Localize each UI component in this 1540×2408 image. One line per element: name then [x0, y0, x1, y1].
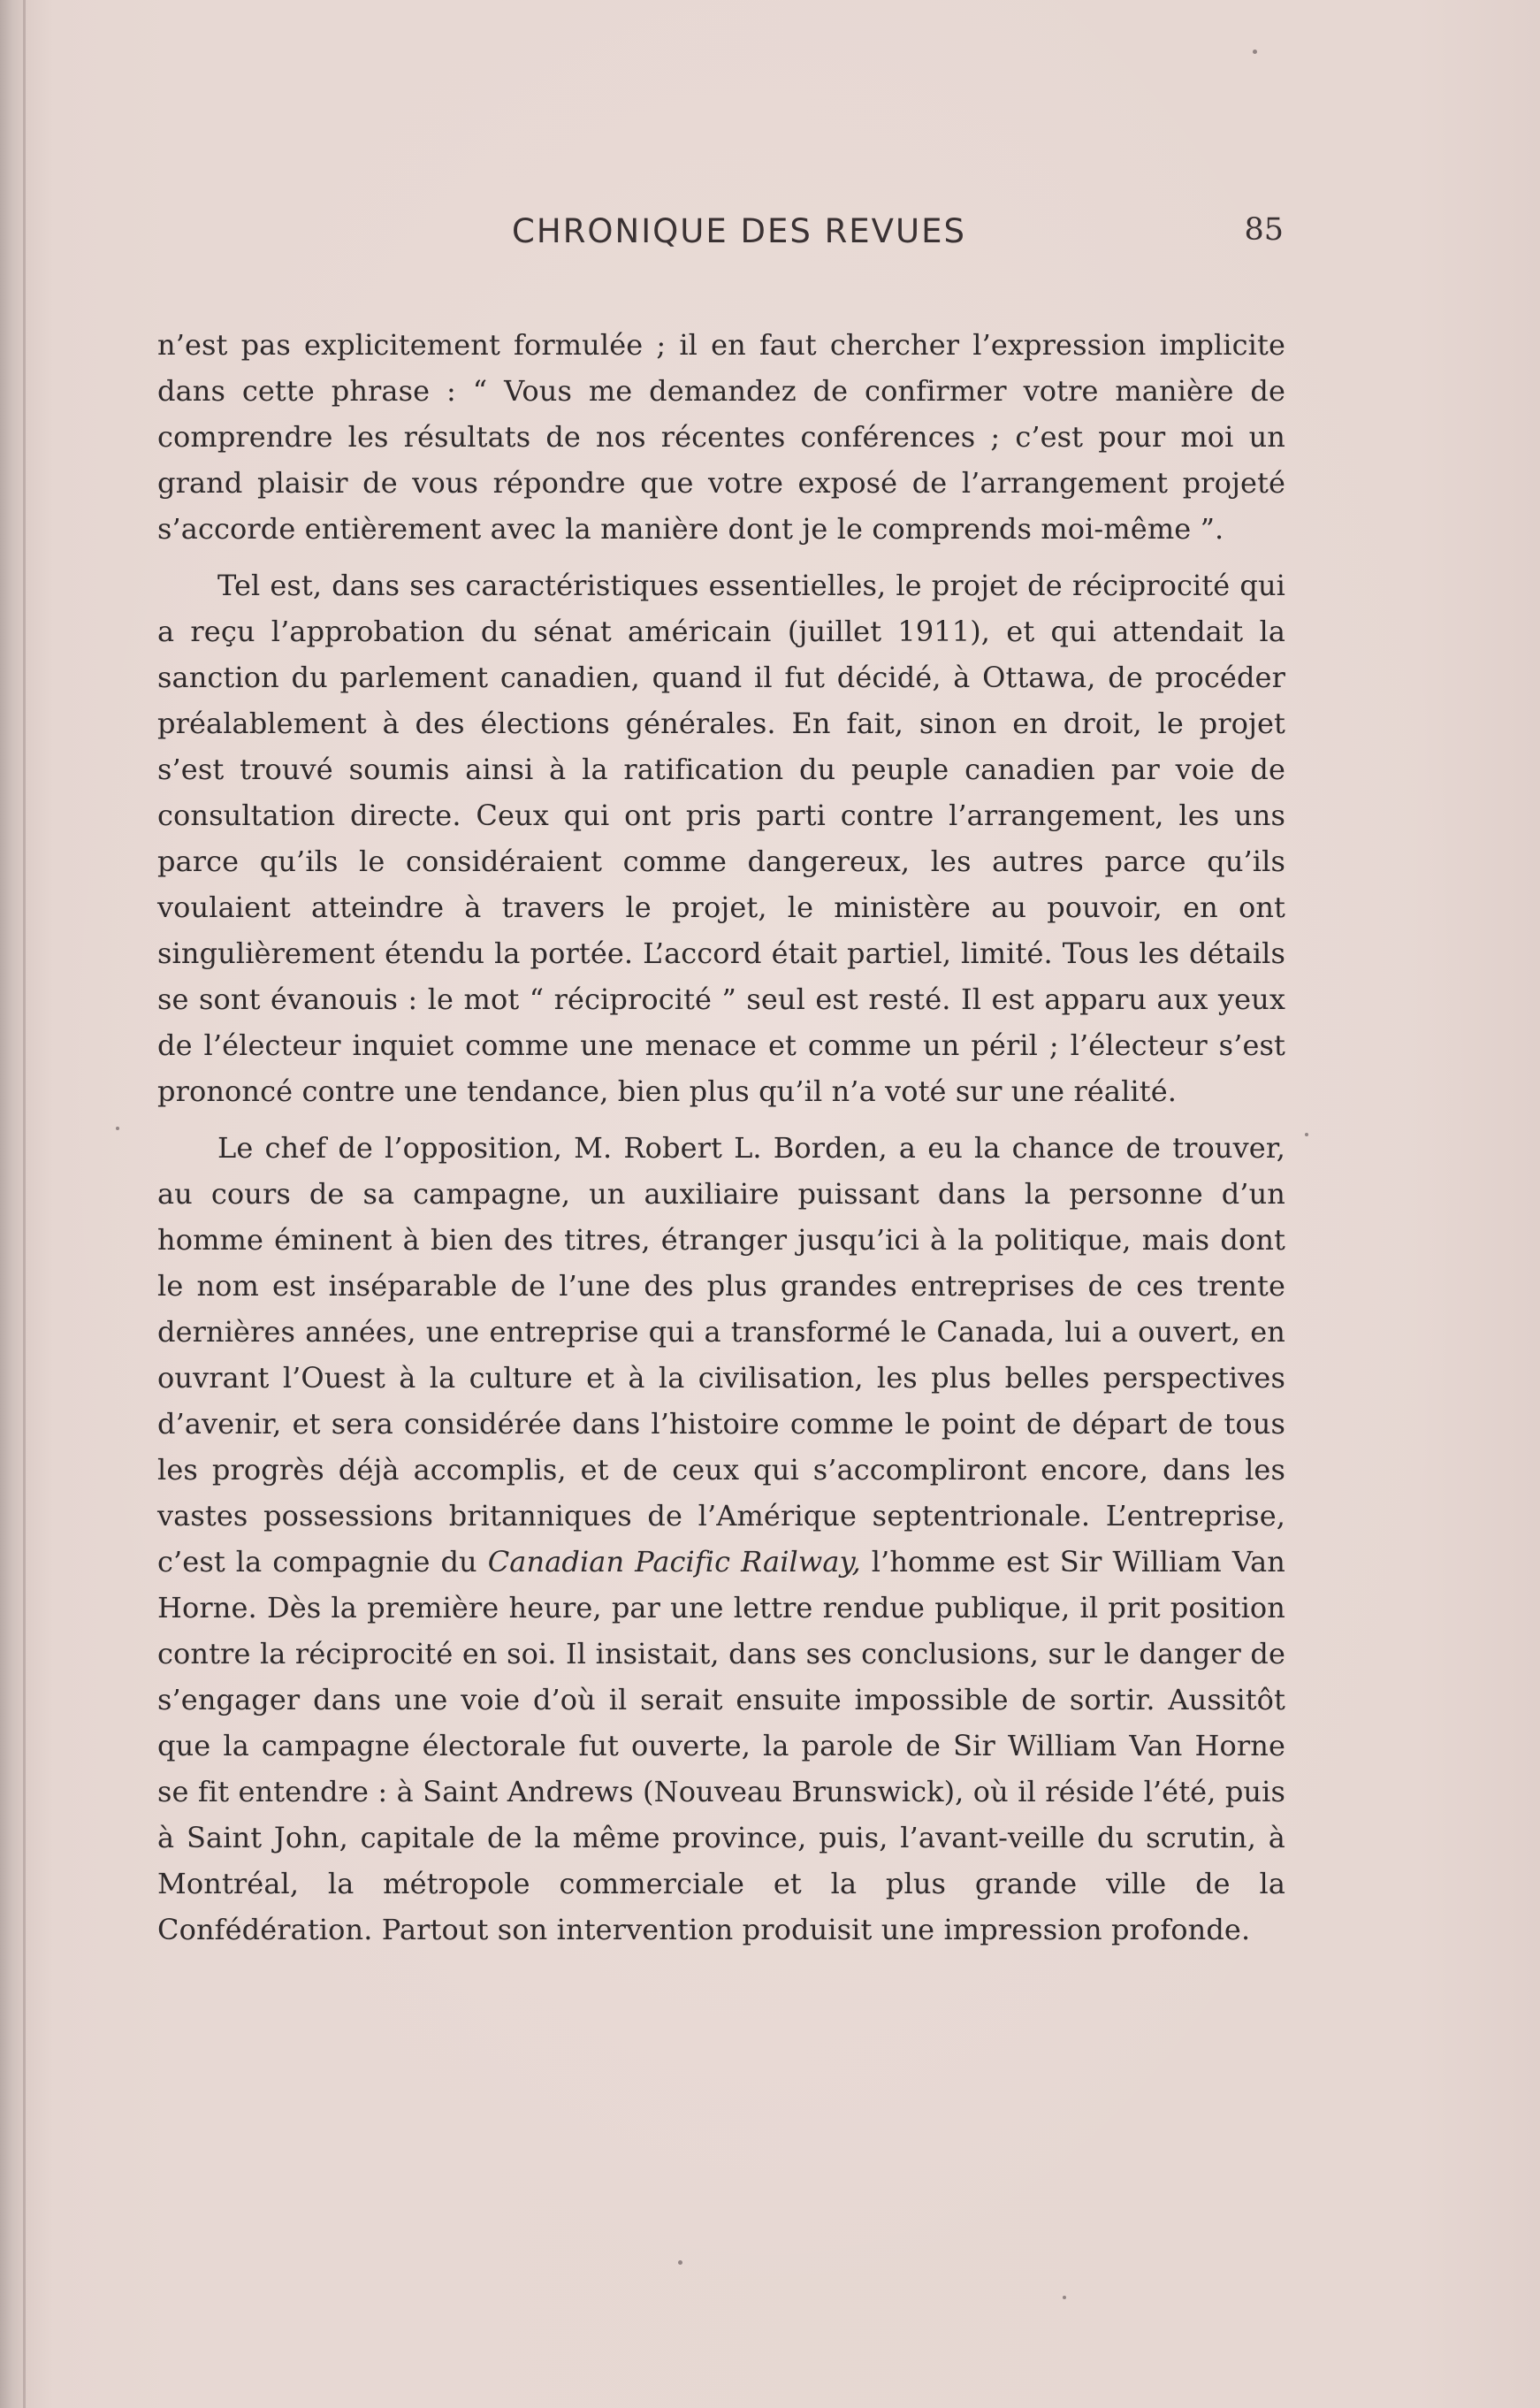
body-text: [157, 322, 1285, 1963]
paragraph-van-horne-part-1: Le chef de l’opposition, M. Robert L. Borden, a eu la chance de trouver, au cours de sa campagne, un auxiliaire puissant dans la personne d’un homme éminent à bien des titres, étranger jusqu’ici à la politique, mais dont le nom est inséparable de l’une des plus grandes entreprises de ces trente dernières années, une entreprise qui a transformé le Canada, lui a ouvert, en ouvrant l’Ouest à la culture et à la civilisation, les plus belles perspectives d’avenir, et sera considérée dans l’histoire comme le point de départ de tous les progrès déjà accomplis, et de ceux qui s’accompliront encore, dans les vastes possessions britanniques de l’Amérique septentrionale. L’entreprise, c’est la compagnie du: [157, 1131, 1285, 1579]
paragraph-van-horne-part-2: l’homme est Sir William Van Horne. Dès la première heure, par une lettre rendue publique, il prit position contre la réciprocité en soi. Il insistait, dans ses conclusions, sur le danger de s’engager dans une voie d’où il serait ensuite impossible de sortir. Aussitôt que la campagne électorale fut ouverte, la parole de Sir William Van Horne se fit entendre : à Saint Andrews (Nouveau Brunswick), où il réside l’été, puis à Saint John, capitale de la même province, puis, l’avant-veille du scrutin, à Montréal, la métropole commerciale et la plus grande ville de la Confédération. Partout son intervention produisit une impression profonde.: [157, 1545, 1285, 1946]
paper-speck: [1305, 1133, 1308, 1136]
paragraph-reciprocity: Tel est, dans ses caractéristiques essentielles, le projet de réciprocité qui a reçu l’approbation du sénat américain (juillet 1911), et qui attendait la sanction du parlement canadien, quand il fut décidé, à Ottawa, de procéder préalablement à des élections générales. En fait, sinon en droit, le projet s’est trouvé soumis ainsi à la ratification du peuple canadien par voie de consultation directe. Ceux qui ont pris parti contre l’arrangement, les uns parce qu’ils le considéraient comme dangereux, les autres parce qu’ils voulaient atteindre à travers le projet, le ministère au pouvoir, en ont singulièrement étendu la portée. L’accord était partiel, limité. Tous les détails se sont évanouis : le mot “ réciprocité ” seul est resté. Il est apparu aux yeux de l’électeur inquiet comme une menace et comme un péril ; l’électeur s’est prononcé contre une tendance, bien plus qu’il n’a voté sur une réalité.: [157, 569, 1285, 1108]
paragraph-continued: n’est pas explicitement formulée ; il en faut chercher l’expression implicite dans cette phrase : “ Vous me demandez de confirmer votre manière de comprendre les résultats de nos récentes conférences ; c’est pour moi un grand plaisir de vous répondre que votre exposé de l’arrangement projeté s’accorde entièrement avec la manière dont je le comprends moi-même ”.: [157, 328, 1285, 546]
running-title: CHRONIQUE DES REVUES: [512, 212, 966, 250]
paper-speck: [116, 1127, 119, 1130]
paper-speck: [1253, 50, 1257, 54]
page-number: 85: [1244, 212, 1284, 248]
italic-company-name: Canadian Pacific Railway,: [487, 1545, 861, 1579]
paragraph-van-horne: [157, 1125, 1285, 1953]
paper-speck: [678, 2260, 682, 2265]
paper-speck: [1063, 2296, 1066, 2299]
page-gutter-edge: [23, 0, 26, 2408]
running-head: [177, 212, 1284, 256]
